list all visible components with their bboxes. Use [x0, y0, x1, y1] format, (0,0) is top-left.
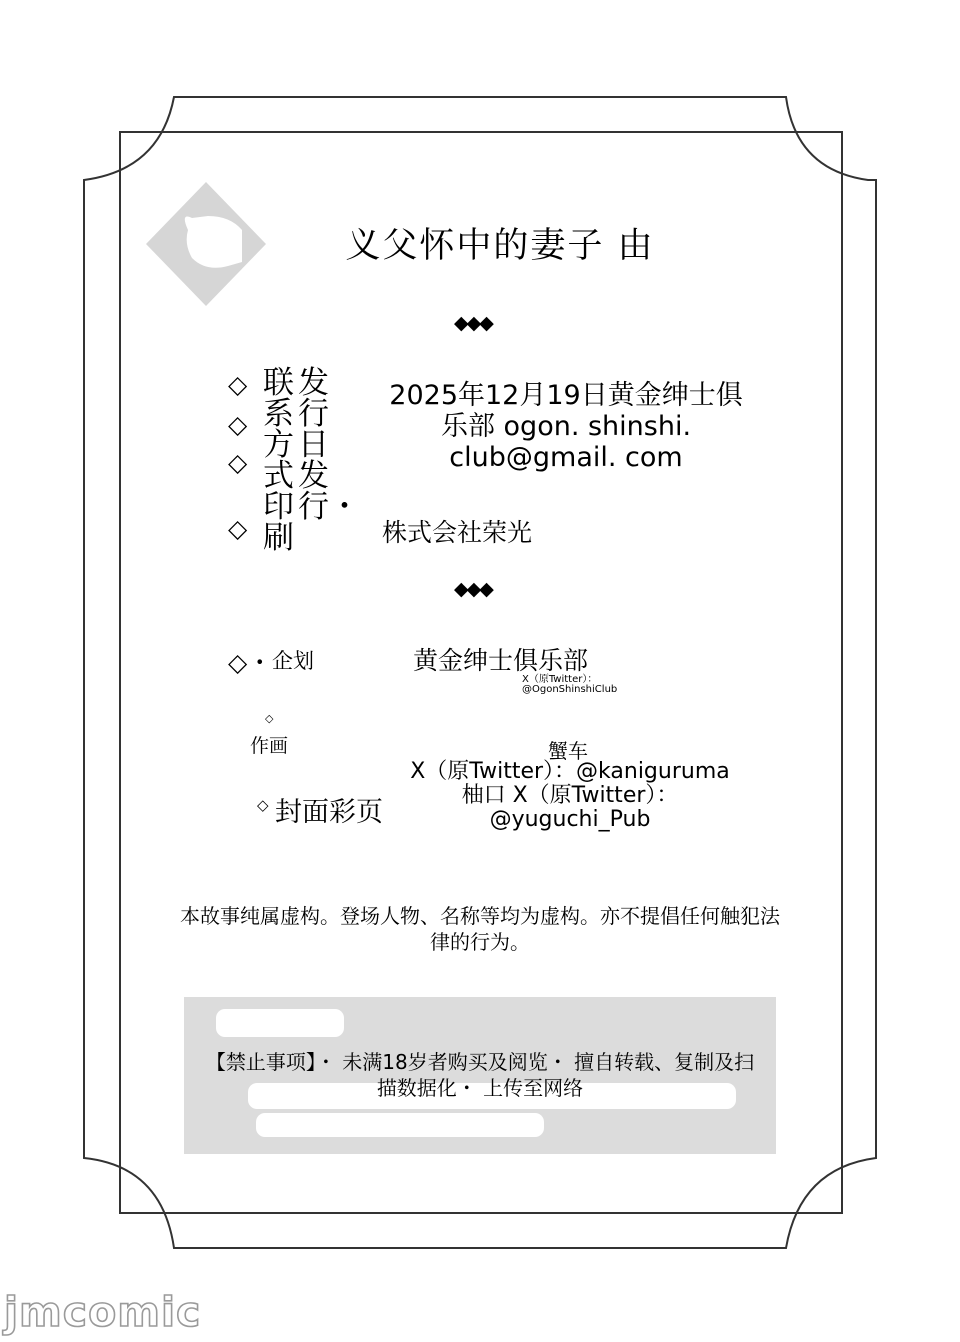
bullet-icon: ◇ — [228, 410, 248, 439]
planning-value: 黄金绅士俱乐部 — [413, 646, 589, 675]
release-info: 2025年12月19日黄金绅士俱乐部 ogon. shinshi. club@gmail. com — [389, 380, 743, 473]
prohibition-text: 【禁止事项】・ 未满18岁者购买及阅览・ 擅自转载、复制及扫描数据化・ 上传至网络 — [205, 1050, 755, 1100]
separator-diamonds: ◆◆◆ — [454, 312, 492, 334]
artwork-twitter: X（原Twitter）：@kaniguruma — [410, 759, 730, 784]
artwork-bullet-icon: ◇ — [265, 712, 274, 725]
redaction — [256, 1113, 544, 1137]
separator-diamonds: ◆◆◆ — [454, 578, 492, 600]
watermark-logo: jmcomic — [4, 1288, 202, 1336]
fiction-disclaimer: 本故事纯属虚构。登场人物、名称等均为虚构。亦不提倡任何触犯法律的行为。 — [180, 904, 780, 954]
planning-twitter: X（原Twitter）：@OgonShinshiClub — [522, 674, 618, 695]
artwork-value: 蟹车 — [548, 739, 588, 763]
contact-printing-label: 联系方式印刷 — [263, 365, 294, 556]
cover-label: 封面彩页 — [275, 797, 383, 828]
release-date-label: 发行日发行・ — [298, 365, 360, 525]
cover-bullet-icon: ◇ — [257, 796, 269, 814]
bullet-icon: ◇ — [228, 514, 248, 543]
credits-block — [400, 760, 740, 832]
printer-name: 株式会社荣光 — [382, 518, 533, 547]
bullet-icon: ◇ — [228, 370, 248, 399]
redaction — [216, 1009, 344, 1037]
bullet-icon: ◇ — [228, 448, 248, 477]
artwork-label: 作画 — [250, 735, 289, 757]
book-title: 义父怀中的妻子 由 — [345, 226, 655, 266]
planning-label: 企划 — [272, 649, 314, 673]
cover-credit: 柚口 X（原Twitter）：@yuguchi_Pub — [461, 783, 679, 832]
planning-bullet-icon: ◇・ — [228, 648, 273, 677]
